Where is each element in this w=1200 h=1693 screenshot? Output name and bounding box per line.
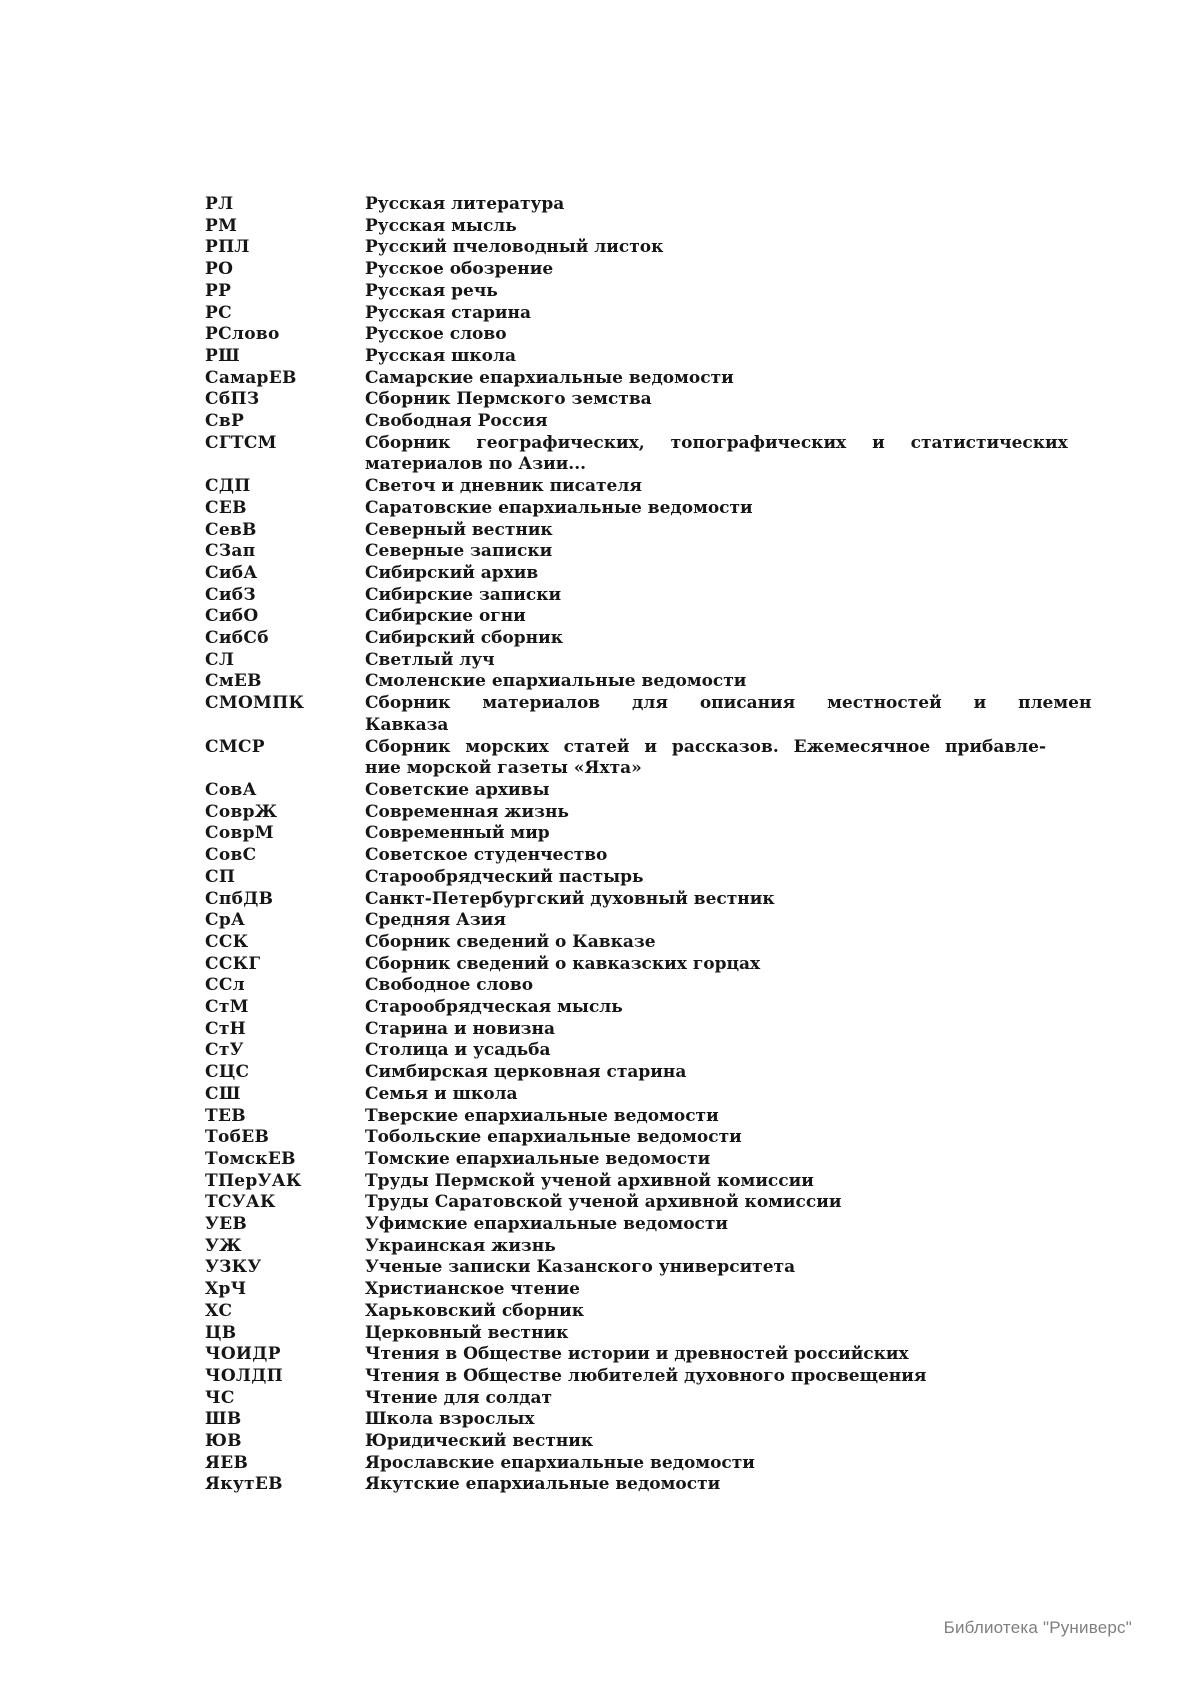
title-line: Санкт-Петербургский духовный вестник (365, 888, 775, 909)
abbreviation: ЧОИДР (205, 1344, 281, 1365)
list-item (205, 346, 1020, 368)
full-title (365, 1257, 1020, 1279)
list-item (205, 1279, 1020, 1301)
abbreviation: СвР (205, 411, 245, 432)
list-item (205, 1236, 1020, 1258)
list-item (205, 476, 1020, 498)
abbreviation: ЧОЛДП (205, 1365, 284, 1386)
title-line: материалов по Азии... (365, 454, 587, 475)
list-item (205, 910, 1020, 932)
abbreviation: СрА (205, 910, 246, 931)
title-line: Харьковский сборник (365, 1300, 585, 1321)
list-item (205, 823, 1020, 845)
full-title (365, 1453, 1020, 1475)
list-item (205, 1149, 1020, 1171)
full-title (365, 1323, 1020, 1345)
abbreviation: УЗКУ (205, 1257, 262, 1278)
title-line: Сборник географических, топографических и статистических (365, 432, 1068, 453)
full-title (365, 1040, 1020, 1062)
full-title (365, 889, 1020, 911)
abbreviation: ЯкутЕВ (205, 1474, 283, 1495)
list-item (205, 845, 1020, 867)
list-item (205, 1366, 1020, 1388)
list-item (205, 1192, 1020, 1214)
full-title (365, 541, 1020, 563)
abbreviation: СибЗ (205, 584, 256, 605)
title-line: Чтение для солдат (365, 1387, 553, 1408)
title-line: Современный мир (365, 823, 550, 844)
full-title (365, 433, 1068, 476)
full-title (365, 1409, 1020, 1431)
list-item (205, 1084, 1020, 1106)
full-title (365, 954, 1020, 976)
list-item (205, 975, 1020, 997)
title-line: Юридический вестник (365, 1431, 594, 1452)
full-title (365, 1019, 1020, 1041)
title-line: Русское обозрение (365, 259, 554, 280)
title-line: Украинская жизнь (365, 1235, 556, 1256)
list-item (205, 1040, 1020, 1062)
list-item (205, 324, 1020, 346)
list-item (205, 606, 1020, 628)
abbreviation: ТПерУАК (205, 1170, 302, 1191)
list-item (205, 411, 1020, 433)
abbreviation: СибО (205, 606, 259, 627)
abbreviation: ЦВ (205, 1322, 237, 1343)
abbreviation: СЛ (205, 649, 235, 670)
list-item (205, 1344, 1020, 1366)
title-line: Северные записки (365, 541, 553, 562)
title-line: Сибирские огни (365, 606, 526, 627)
abbreviation: ССл (205, 975, 245, 996)
title-line: Чтения в Обществе истории и древностей российских (365, 1344, 909, 1365)
title-line: Сборник сведений о Кавказе (365, 931, 656, 952)
list-item (205, 1171, 1020, 1193)
full-title (365, 563, 1020, 585)
abbreviation: СП (205, 866, 236, 887)
title-line: Ученые записки Казанского университета (365, 1257, 796, 1278)
abbreviation: РО (205, 259, 234, 280)
list-item (205, 628, 1020, 650)
abbreviation: СовА (205, 779, 257, 800)
list-item (205, 1453, 1020, 1475)
abbreviation: СМОМПК (205, 693, 305, 714)
abbreviation: ХрЧ (205, 1279, 247, 1300)
abbreviation: СевВ (205, 519, 257, 540)
abbreviation: СоврМ (205, 823, 274, 844)
abbreviation: ТобЕВ (205, 1127, 270, 1148)
title-line: Русское слово (365, 324, 507, 345)
abbreviation: РШ (205, 345, 240, 366)
full-title (365, 780, 1020, 802)
abbreviation: СЗап (205, 541, 256, 562)
abbreviation: РСлово (205, 324, 280, 345)
list-item (205, 1257, 1020, 1279)
list-item (205, 368, 1020, 390)
title-line: Свободное слово (365, 975, 534, 996)
list-item (205, 889, 1020, 911)
abbreviation: СМСР (205, 736, 265, 757)
full-title (365, 1106, 1020, 1128)
list-item (205, 194, 1020, 216)
full-title (365, 411, 1020, 433)
title-line: Труды Пермской ученой архивной комиссии (365, 1170, 814, 1191)
abbreviation-list (205, 194, 1092, 1496)
full-title (365, 281, 1020, 303)
list-item (205, 541, 1020, 563)
full-title (365, 997, 1020, 1019)
abbreviation: СмЕВ (205, 671, 262, 692)
title-line: Церковный вестник (365, 1322, 569, 1343)
abbreviation: ЧС (205, 1387, 235, 1408)
title-line: Самарские епархиальные ведомости (365, 367, 734, 388)
title-line: Светлый луч (365, 649, 495, 670)
abbreviation: СШ (205, 1083, 241, 1104)
full-title (365, 237, 1020, 259)
abbreviation: СтМ (205, 997, 249, 1018)
abbreviation: РПЛ (205, 237, 250, 258)
list-item (205, 1431, 1020, 1453)
list-item (205, 281, 1020, 303)
title-line: Сибирский архив (365, 562, 539, 583)
list-item (205, 563, 1020, 585)
abbreviation: СоврЖ (205, 801, 278, 822)
list-item (205, 1127, 1020, 1149)
full-title (365, 1214, 1020, 1236)
abbreviation: ТСУАК (205, 1192, 276, 1213)
title-line: Русская речь (365, 280, 498, 301)
abbreviation: ТЕВ (205, 1105, 246, 1126)
list-item (205, 802, 1020, 824)
title-line: Русская школа (365, 345, 517, 366)
full-title (365, 802, 1020, 824)
abbreviation: УЕВ (205, 1214, 248, 1235)
title-line: Средняя Азия (365, 910, 506, 931)
title-line: Советское студенчество (365, 845, 608, 866)
abbreviation: СовС (205, 845, 257, 866)
list-item (205, 1019, 1020, 1041)
title-line: Сборник морских статей и рассказов. Ежемесячное прибавле- (365, 736, 1047, 757)
abbreviation: УЖ (205, 1235, 242, 1256)
title-line: Сибирский сборник (365, 628, 563, 649)
full-title (365, 650, 1020, 672)
abbreviation: СамарЕВ (205, 367, 297, 388)
full-title (365, 845, 1020, 867)
list-item (205, 954, 1020, 976)
list-item (205, 303, 1020, 325)
full-title (365, 823, 1020, 845)
title-line: Современная жизнь (365, 801, 569, 822)
abbreviation: СЕВ (205, 497, 247, 518)
full-title (365, 303, 1020, 325)
abbreviation: ХС (205, 1300, 233, 1321)
full-title (365, 693, 1091, 736)
abbreviation: СибА (205, 562, 258, 583)
list-item (205, 259, 1020, 281)
abbreviation: ЮВ (205, 1431, 242, 1452)
full-title (365, 1366, 1020, 1388)
title-line: ние морской газеты «Яхта» (365, 758, 642, 779)
abbreviation: ЯЕВ (205, 1452, 249, 1473)
full-title (365, 1192, 1020, 1214)
list-item (205, 932, 1020, 954)
abbreviation: СтУ (205, 1040, 244, 1061)
abbreviation: РМ (205, 215, 238, 236)
title-line: Школа взрослых (365, 1409, 535, 1430)
abbreviation: СбПЗ (205, 389, 260, 410)
abbreviation: СГТСМ (205, 432, 277, 453)
full-title (365, 216, 1020, 238)
full-title (365, 498, 1020, 520)
title-line: Русская литература (365, 194, 565, 214)
list-item (205, 650, 1020, 672)
full-title (365, 1431, 1020, 1453)
list-item (205, 693, 1092, 736)
list-item (205, 1323, 1020, 1345)
abbreviation: ССКГ (205, 953, 261, 974)
title-line: Уфимские епархиальные ведомости (365, 1214, 729, 1235)
title-line: Сборник материалов для описания местностей и племен (365, 693, 1092, 714)
list-item (205, 997, 1020, 1019)
title-line: Саратовские епархиальные ведомости (365, 497, 753, 518)
title-line: Советские архивы (365, 779, 550, 800)
full-title (365, 1149, 1020, 1171)
list-item (205, 216, 1020, 238)
full-title (365, 259, 1020, 281)
full-title (365, 1236, 1020, 1258)
list-item (205, 780, 1020, 802)
title-line: Смоленские епархиальные ведомости (365, 671, 747, 692)
full-title (365, 1171, 1020, 1193)
full-title (365, 389, 1020, 411)
full-title (365, 585, 1020, 607)
full-title (365, 1474, 1020, 1496)
title-line: Тверские епархиальные ведомости (365, 1105, 719, 1126)
full-title (365, 737, 1046, 780)
title-line: Свободная Россия (365, 411, 548, 432)
full-title (365, 1301, 1020, 1323)
list-item (205, 1474, 1020, 1496)
full-title (365, 368, 1020, 390)
abbreviation: СпбДВ (205, 888, 274, 909)
full-title (365, 1344, 1020, 1366)
title-line: Русская старина (365, 302, 531, 323)
full-title (365, 606, 1020, 628)
abbreviation: ССК (205, 931, 249, 952)
list-item (205, 1214, 1020, 1236)
abbreviation: СтН (205, 1018, 247, 1039)
abbreviation: РР (205, 280, 232, 301)
title-line: Кавказа (365, 714, 449, 735)
abbreviation: РЛ (205, 194, 234, 214)
full-title (365, 1388, 1020, 1410)
footer-watermark: Библиотека "Руниверс" (943, 1618, 1132, 1637)
full-title (365, 628, 1020, 650)
title-line: Светоч и дневник писателя (365, 476, 642, 497)
full-title (365, 932, 1020, 954)
title-line: Якутские епархиальные ведомости (365, 1474, 721, 1495)
list-item (205, 1062, 1020, 1084)
title-line: Труды Саратовской ученой архивной комиссии (365, 1192, 842, 1213)
list-item (205, 389, 1020, 411)
list-item (205, 520, 1020, 542)
title-line: Симбирская церковная старина (365, 1062, 687, 1083)
full-title (365, 476, 1020, 498)
title-line: Русская мысль (365, 215, 517, 236)
abbreviation: СЦС (205, 1062, 250, 1083)
title-line: Тобольские епархиальные ведомости (365, 1127, 742, 1148)
title-line: Русский пчеловодный листок (365, 237, 664, 258)
full-title (365, 671, 1020, 693)
title-line: Столица и усадьба (365, 1040, 551, 1061)
list-item (205, 432, 1068, 476)
title-line: Томские епархиальные ведомости (365, 1148, 711, 1169)
title-line: Семья и школа (365, 1083, 518, 1104)
list-item (205, 1388, 1020, 1410)
title-line: Сибирские записки (365, 584, 562, 605)
full-title (365, 975, 1020, 997)
title-line: Старина и новизна (365, 1018, 555, 1039)
full-title (365, 520, 1020, 542)
abbreviation: РС (205, 302, 232, 323)
full-title (365, 1127, 1020, 1149)
title-line: Сборник сведений о кавказских горцах (365, 953, 761, 974)
list-item (205, 1106, 1020, 1128)
title-line: Старообрядческая мысль (365, 997, 623, 1018)
title-line: Старообрядческий пастырь (365, 866, 644, 887)
title-line: Сборник Пермского земства (365, 389, 652, 410)
list-item (205, 736, 1047, 780)
full-title (365, 1084, 1020, 1106)
list-item (205, 671, 1020, 693)
full-title (365, 1062, 1020, 1084)
list-item (205, 237, 1020, 259)
list-item (205, 498, 1020, 520)
title-line: Ярославские епархиальные ведомости (365, 1452, 755, 1473)
list-item (205, 1409, 1020, 1431)
abbreviation: СДП (205, 476, 251, 497)
title-line: Христианское чтение (365, 1279, 580, 1300)
list-item (205, 867, 1020, 889)
full-title (365, 867, 1020, 889)
full-title (365, 910, 1020, 932)
abbreviation: ШВ (205, 1409, 242, 1430)
list-item (205, 585, 1020, 607)
full-title (365, 324, 1020, 346)
title-line: Чтения в Обществе любителей духовного просвещения (365, 1365, 927, 1386)
list-item (205, 1301, 1020, 1323)
abbreviation: СибСб (205, 628, 269, 649)
full-title (365, 346, 1020, 368)
abbreviation: ТомскЕВ (205, 1148, 296, 1169)
full-title (365, 194, 1020, 216)
title-line: Северный вестник (365, 519, 553, 540)
full-title (365, 1279, 1020, 1301)
